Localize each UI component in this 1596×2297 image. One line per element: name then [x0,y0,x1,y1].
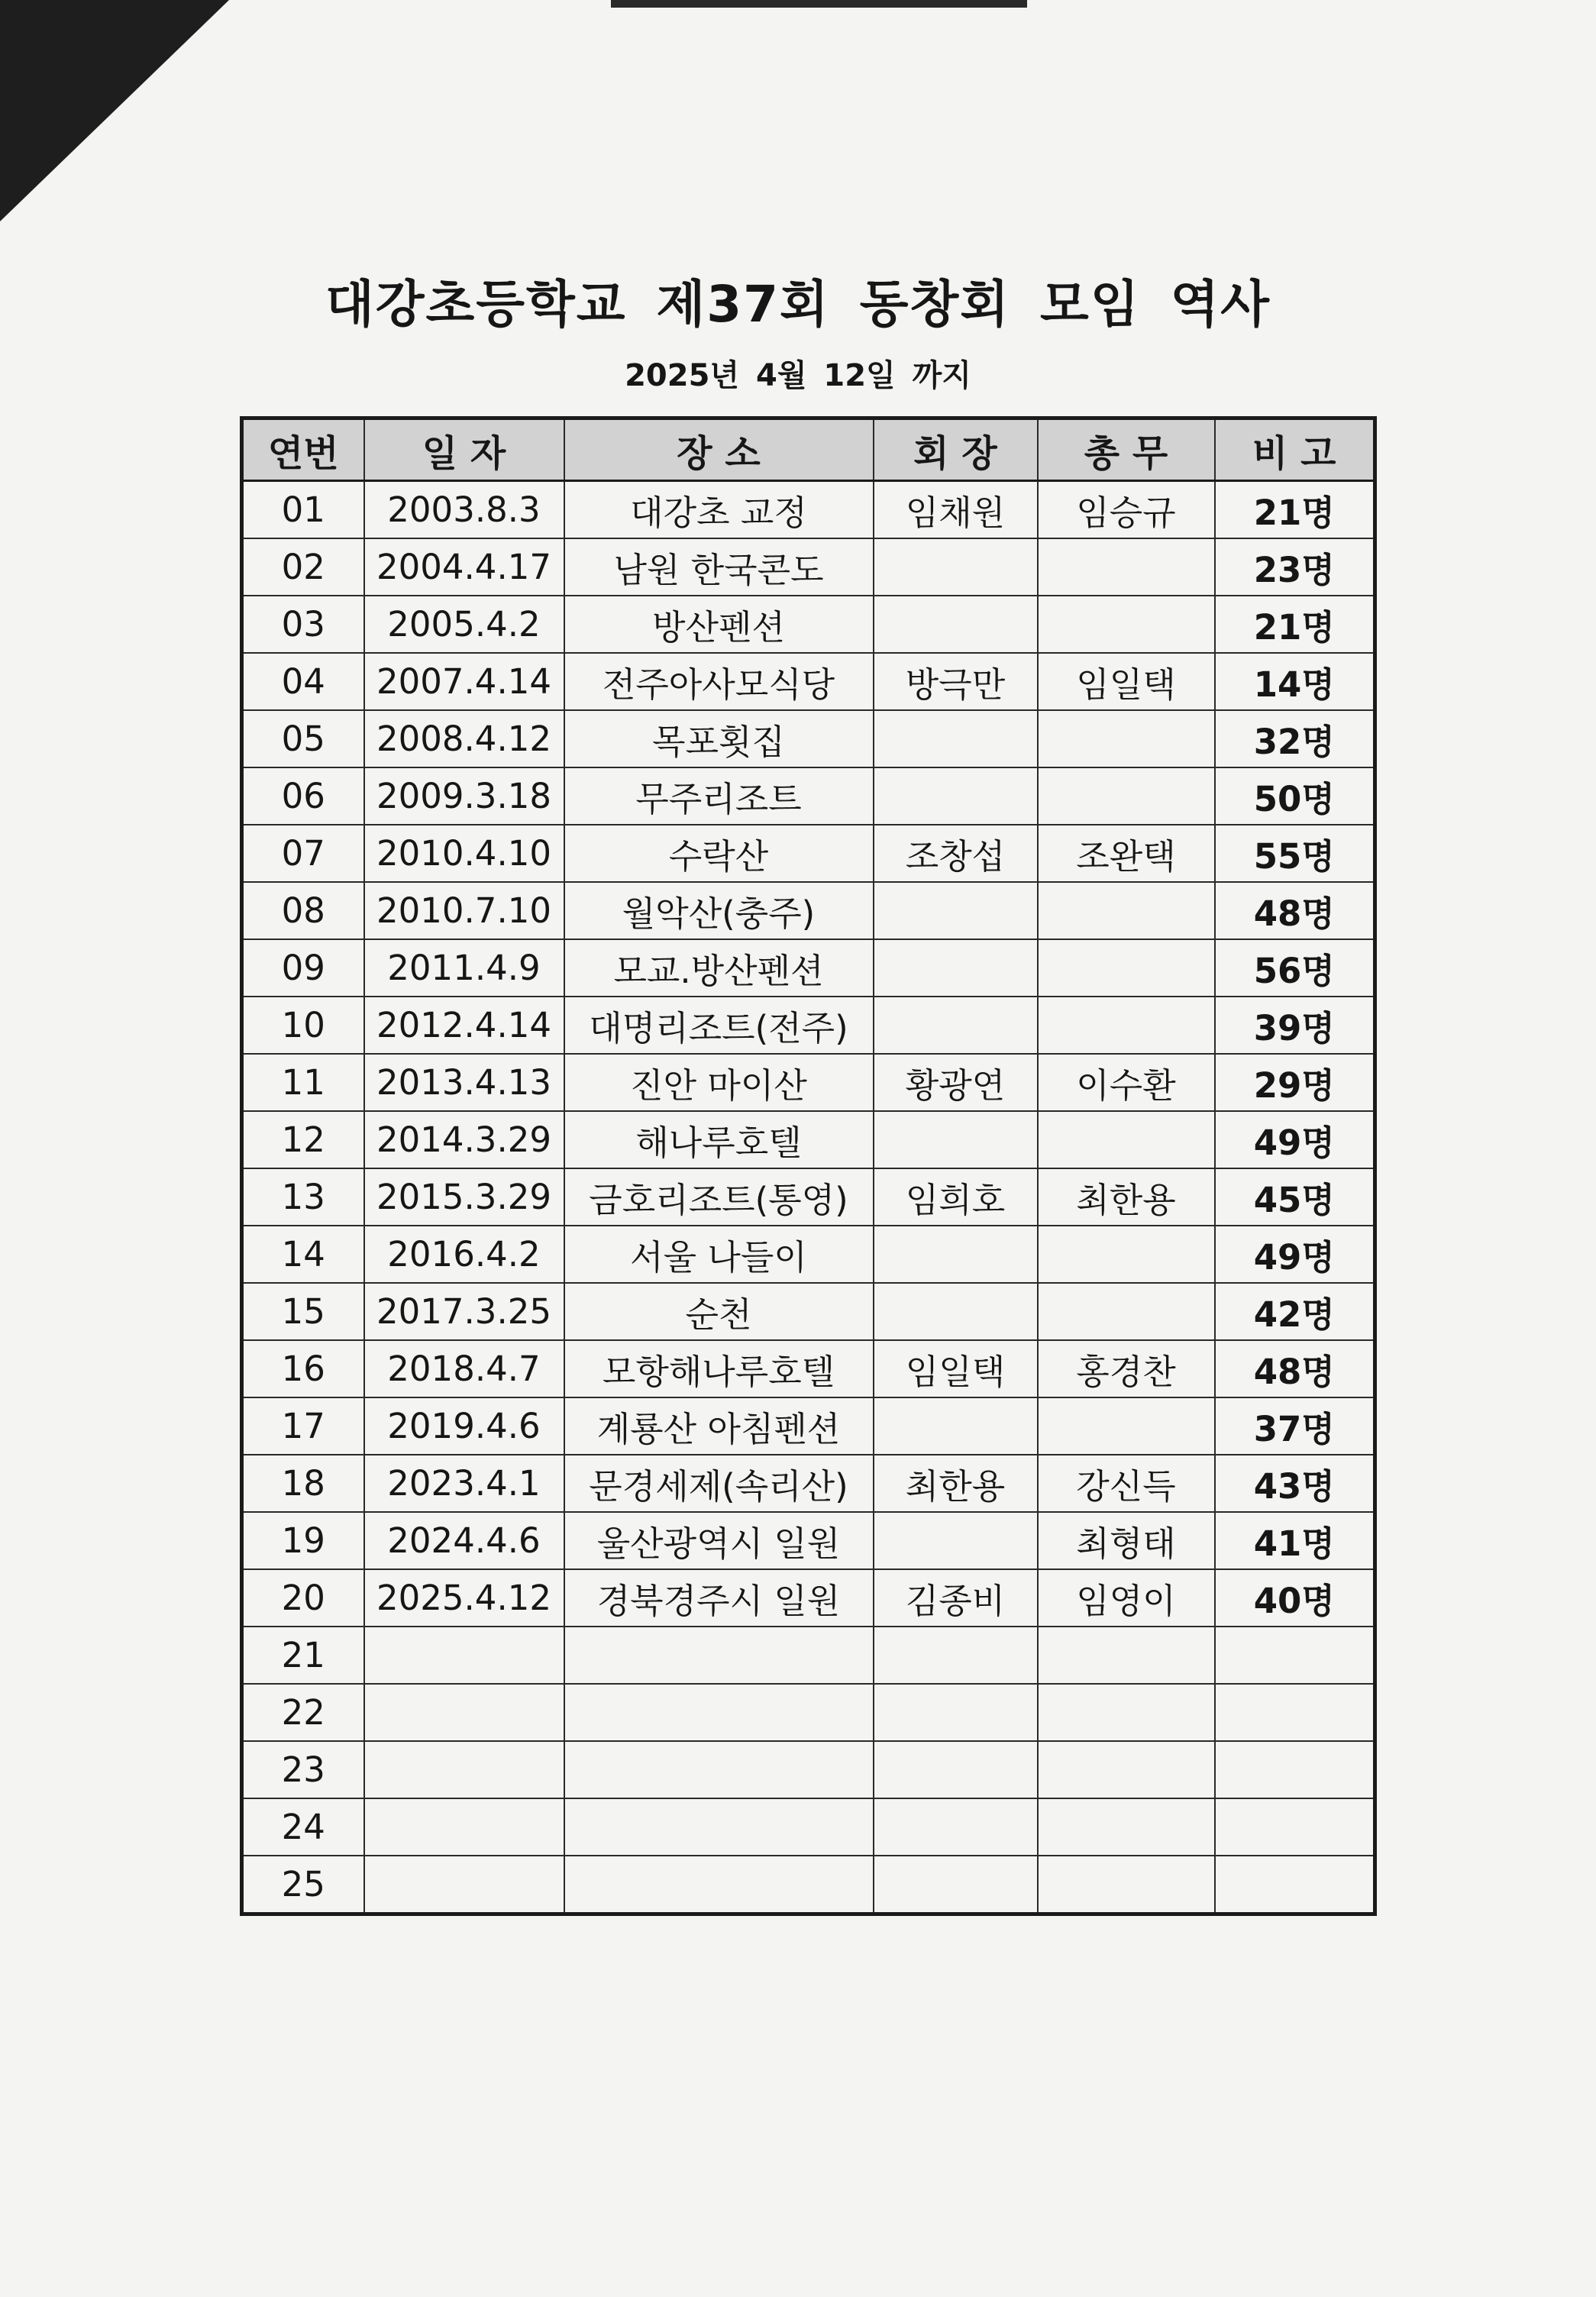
table-row [242,1054,1375,1111]
row-note: 39명 [1215,997,1375,1054]
row-date: 2012.4.14 [364,997,564,1054]
table-row [242,538,1375,596]
row-number: 04 [242,653,364,710]
row-president [874,1856,1038,1914]
row-number: 09 [242,939,364,997]
row-place: 울산광역시 일원 [564,1512,874,1569]
table-row [242,1340,1375,1397]
row-secretary [1038,596,1215,653]
row-place: 무주리조트 [564,767,874,825]
row-place [564,1798,874,1856]
row-president [874,1226,1038,1283]
row-place: 모항해나루호텔 [564,1340,874,1397]
row-secretary: 조완택 [1038,825,1215,882]
row-secretary: 임일택 [1038,653,1215,710]
page-title: 대강초등학교 제37회 동창회 모임 역사 [325,275,1271,334]
row-number: 12 [242,1111,364,1168]
row-note: 48명 [1215,1340,1375,1397]
row-note [1215,1684,1375,1741]
row-president [874,997,1038,1054]
table-row [242,1512,1375,1569]
row-president [874,1283,1038,1340]
row-president [874,882,1038,939]
row-number: 07 [242,825,364,882]
table-row [242,1569,1375,1627]
row-number: 22 [242,1684,364,1741]
row-secretary [1038,1741,1215,1798]
row-note: 49명 [1215,1111,1375,1168]
row-number: 20 [242,1569,364,1627]
table-row [242,1741,1375,1798]
row-president [874,1684,1038,1741]
header-president: 회 장 [874,418,1038,481]
row-place [564,1856,874,1914]
row-note: 23명 [1215,538,1375,596]
row-note: 45명 [1215,1168,1375,1226]
table-row [242,1684,1375,1741]
row-date: 2007.4.14 [364,653,564,710]
corner-shadow [0,0,229,221]
table-row [242,1283,1375,1340]
row-place: 방산펜션 [564,596,874,653]
row-date: 2003.8.3 [364,481,564,539]
row-secretary [1038,882,1215,939]
row-number: 08 [242,882,364,939]
page-subtitle: 2025년 4월 12일 까지 [625,358,971,393]
table-row [242,939,1375,997]
table-row [242,767,1375,825]
table-row [242,825,1375,882]
history-table [240,416,1377,1916]
row-note: 42명 [1215,1283,1375,1340]
row-number: 01 [242,481,364,539]
row-place: 경북경주시 일원 [564,1569,874,1627]
row-place: 금호리조트(통영) [564,1168,874,1226]
row-number: 05 [242,710,364,767]
row-note [1215,1741,1375,1798]
row-note: 37명 [1215,1397,1375,1455]
row-secretary [1038,1798,1215,1856]
row-secretary [1038,1226,1215,1283]
row-number: 24 [242,1798,364,1856]
row-secretary [1038,1111,1215,1168]
row-president [874,1741,1038,1798]
row-place: 전주아사모식당 [564,653,874,710]
row-date [364,1627,564,1684]
row-president: 김종비 [874,1569,1038,1627]
table-row [242,481,1375,539]
row-note [1215,1798,1375,1856]
table-row [242,653,1375,710]
row-secretary [1038,710,1215,767]
row-secretary: 임영이 [1038,1569,1215,1627]
row-president: 최한용 [874,1455,1038,1512]
row-president [874,1798,1038,1856]
row-date [364,1856,564,1914]
row-number: 13 [242,1168,364,1226]
row-place: 남원 한국콘도 [564,538,874,596]
row-number: 25 [242,1856,364,1914]
row-place: 목포횟집 [564,710,874,767]
row-president: 황광연 [874,1054,1038,1111]
row-date: 2011.4.9 [364,939,564,997]
row-president: 임희호 [874,1168,1038,1226]
row-number: 10 [242,997,364,1054]
row-place: 대강초 교정 [564,481,874,539]
row-place: 문경세제(속리산) [564,1455,874,1512]
header-secretary: 총 무 [1038,418,1215,481]
table-row [242,1856,1375,1914]
row-secretary: 최형태 [1038,1512,1215,1569]
row-place: 모교.방산펜션 [564,939,874,997]
row-secretary [1038,1627,1215,1684]
row-place: 서울 나들이 [564,1226,874,1283]
row-note [1215,1856,1375,1914]
row-note: 21명 [1215,481,1375,539]
row-date [364,1741,564,1798]
table-row [242,1111,1375,1168]
row-place: 진안 마이산 [564,1054,874,1111]
row-place [564,1627,874,1684]
row-note: 14명 [1215,653,1375,710]
row-place [564,1684,874,1741]
row-president: 임일택 [874,1340,1038,1397]
row-secretary [1038,767,1215,825]
table-row [242,710,1375,767]
row-number: 11 [242,1054,364,1111]
row-secretary: 최한용 [1038,1168,1215,1226]
row-note: 41명 [1215,1512,1375,1569]
header-number: 연번 [242,418,364,481]
row-date: 2024.4.6 [364,1512,564,1569]
row-secretary [1038,1397,1215,1455]
row-number: 19 [242,1512,364,1569]
row-secretary: 강신득 [1038,1455,1215,1512]
row-president [874,710,1038,767]
row-secretary [1038,538,1215,596]
row-note: 40명 [1215,1569,1375,1627]
table-row [242,1798,1375,1856]
row-president [874,767,1038,825]
row-number: 15 [242,1283,364,1340]
row-secretary [1038,1684,1215,1741]
header-place: 장 소 [564,418,874,481]
row-note: 32명 [1215,710,1375,767]
row-note: 21명 [1215,596,1375,653]
row-secretary [1038,939,1215,997]
row-date: 2023.4.1 [364,1455,564,1512]
row-secretary [1038,1856,1215,1914]
top-edge-mark [611,0,1027,8]
row-president [874,1627,1038,1684]
row-note: 56명 [1215,939,1375,997]
row-date: 2008.4.12 [364,710,564,767]
row-date: 2017.3.25 [364,1283,564,1340]
row-president [874,538,1038,596]
row-place: 월악산(충주) [564,882,874,939]
row-secretary [1038,1283,1215,1340]
row-date: 2015.3.29 [364,1168,564,1226]
header-note: 비 고 [1215,418,1375,481]
table-row [242,1226,1375,1283]
row-date: 2009.3.18 [364,767,564,825]
row-number: 06 [242,767,364,825]
table-row [242,1397,1375,1455]
row-president [874,1111,1038,1168]
row-number: 23 [242,1741,364,1798]
row-date: 2018.4.7 [364,1340,564,1397]
row-place: 수락산 [564,825,874,882]
row-secretary: 임승규 [1038,481,1215,539]
row-note: 43명 [1215,1455,1375,1512]
row-note: 55명 [1215,825,1375,882]
row-number: 02 [242,538,364,596]
row-date: 2025.4.12 [364,1569,564,1627]
row-date [364,1798,564,1856]
row-date: 2005.4.2 [364,596,564,653]
table-row [242,1627,1375,1684]
row-place: 계룡산 아침펜션 [564,1397,874,1455]
table-row [242,1168,1375,1226]
row-place: 해나루호텔 [564,1111,874,1168]
row-place [564,1741,874,1798]
row-secretary: 이수환 [1038,1054,1215,1111]
header-date: 일 자 [364,418,564,481]
row-date: 2004.4.17 [364,538,564,596]
row-note: 29명 [1215,1054,1375,1111]
row-number: 17 [242,1397,364,1455]
row-president [874,939,1038,997]
table-row [242,596,1375,653]
row-secretary [1038,997,1215,1054]
row-date [364,1684,564,1741]
row-number: 18 [242,1455,364,1512]
row-date: 2016.4.2 [364,1226,564,1283]
table-row [242,1455,1375,1512]
row-president [874,596,1038,653]
header-row [242,418,1375,481]
row-president [874,1512,1038,1569]
row-number: 03 [242,596,364,653]
row-number: 16 [242,1340,364,1397]
table-row [242,882,1375,939]
row-number: 14 [242,1226,364,1283]
row-note [1215,1627,1375,1684]
row-secretary: 홍경찬 [1038,1340,1215,1397]
row-note: 48명 [1215,882,1375,939]
row-date: 2019.4.6 [364,1397,564,1455]
row-date: 2010.7.10 [364,882,564,939]
row-place: 대명리조트(전주) [564,997,874,1054]
row-note: 50명 [1215,767,1375,825]
row-place: 순천 [564,1283,874,1340]
row-president [874,1397,1038,1455]
row-note: 49명 [1215,1226,1375,1283]
row-date: 2014.3.29 [364,1111,564,1168]
row-date: 2013.4.13 [364,1054,564,1111]
row-president: 방극만 [874,653,1038,710]
row-president: 임채원 [874,481,1038,539]
row-date: 2010.4.10 [364,825,564,882]
table-body [242,481,1375,1914]
table-row [242,997,1375,1054]
row-number: 21 [242,1627,364,1684]
row-president: 조창섭 [874,825,1038,882]
